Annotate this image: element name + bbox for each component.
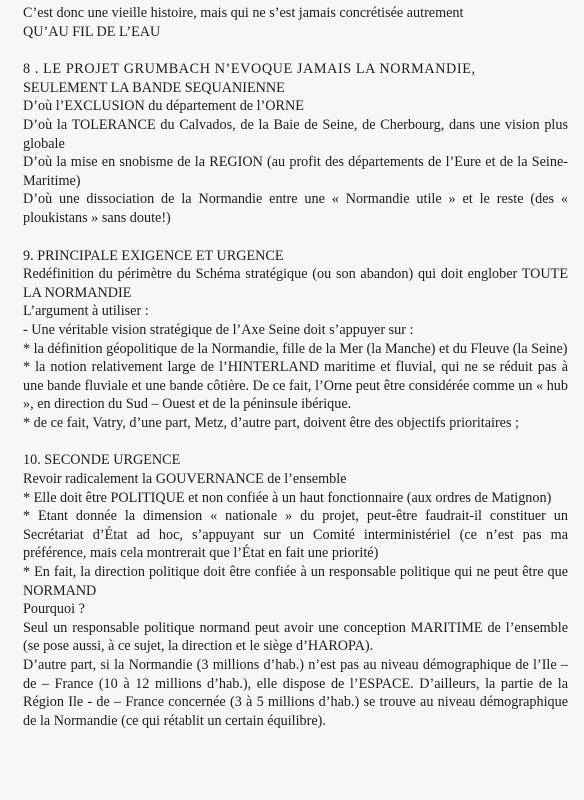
section-8-paragraph: D’où la TOLERANCE du Calvados, de la Baie de Seine, de Cherbourg, dans une vision plus globale xyxy=(23,116,568,152)
section-8-title-line-2: SEULEMENT LA BANDE SEQUANIENNE xyxy=(23,79,285,96)
section-10-title: 10. SECONDE URGENCE xyxy=(23,452,181,469)
section-9-bullet: * la notion relativement large de l’HINTERLAND maritime et fluvial, qui ne se réduit pas à une bande fluviale et une bande côtière. De ce fait, l’Orne peut être considérée comme un « hub », en direction du Sud – Ouest et de la péninsule ibérique. xyxy=(23,359,568,413)
spacer xyxy=(23,432,568,451)
intro-line-1: C’est donc une vieille histoire, mais qui ne s’est jamais concrétisée autrement xyxy=(23,5,464,21)
intro-line-2: QU’AU FIL DE L’EAU xyxy=(23,23,161,40)
section-10-paragraph: Seul un responsable politique normand peut avoir une conception MARITIME de l’ensemble (se pose aussi, à ce sujet, la direction et le siège d’HAROPA). xyxy=(23,619,568,655)
section-10-bullet: * Elle doit être POLITIQUE et non confiée à un haut fonctionnaire (aux ordres de Matignon) xyxy=(23,489,552,506)
section-8-title-line-1: 8 . LE PROJET GRUMBACH N’EVOQUE JAMAIS LA NORMANDIE, xyxy=(23,61,476,78)
section-10-paragraph: Pourquoi ? xyxy=(23,601,85,618)
section-10-bullet: * En fait, la direction politique doit être confiée à un responsable politique qui ne peut être que NORMAND xyxy=(23,564,568,599)
spacer xyxy=(23,228,568,247)
section-8-paragraph: D’où une dissociation de la Normandie entre une « Normandie utile » et le reste (des « ploukistans » sans doute!) xyxy=(23,191,568,226)
section-9-paragraph: Redéfinition du périmètre du Schéma stratégique (ou son abandon) qui doit englober TOUTE LA NORMANDIE xyxy=(23,266,568,301)
section-10-bullet: * Etant donnée la dimension « nationale » du projet, peut-être faudrait-il constituer un Secrétariat d’État ad hoc, s’appuyant sur un Comité interministériel (ce n’est pas ma préférence, mais cela montrerait que l’État en fait une priorité) xyxy=(23,508,568,562)
section-9-bullet: * de ce fait, Vatry, d’une part, Metz, d’autre part, doivent être des objectifs prioritaires ; xyxy=(23,414,519,431)
section-10-paragraph: D’autre part, si la Normandie (3 millions d’hab.) n’est pas au niveau démographique de l’Ile – de – France (10 à 12 millions d’hab.), elle dispose de l’ESPACE. D’ailleurs, la partie de la Région Ile - de – France concernée (3 à 5 millions d’hab.) se trouve au niveau démographique de la Normandie (ce qui rétablit un certain équilibre). xyxy=(23,657,568,729)
section-9-paragraph: L’argument à utiliser : xyxy=(23,303,149,320)
section-9-bullet: * la définition géopolitique de la Normandie, fille de la Mer (la Manche) et du Fleuve (la Seine) xyxy=(23,340,568,357)
section-8-paragraph: D’où l’EXCLUSION du département de l’ORNE xyxy=(23,98,304,115)
section-8-paragraph: D’où la mise en snobisme de la REGION (au profit des départements de l’Eure et de la Seine-Maritime) xyxy=(23,154,568,189)
section-9-paragraph: - Une véritable vision stratégique de l’Axe Seine doit s’appuyer sur : xyxy=(23,321,414,338)
section-10-paragraph: Revoir radicalement la GOUVERNANCE de l’ensemble xyxy=(23,471,347,488)
section-9-title: 9. PRINCIPALE EXIGENCE ET URGENCE xyxy=(23,247,284,264)
spacer xyxy=(23,41,568,60)
